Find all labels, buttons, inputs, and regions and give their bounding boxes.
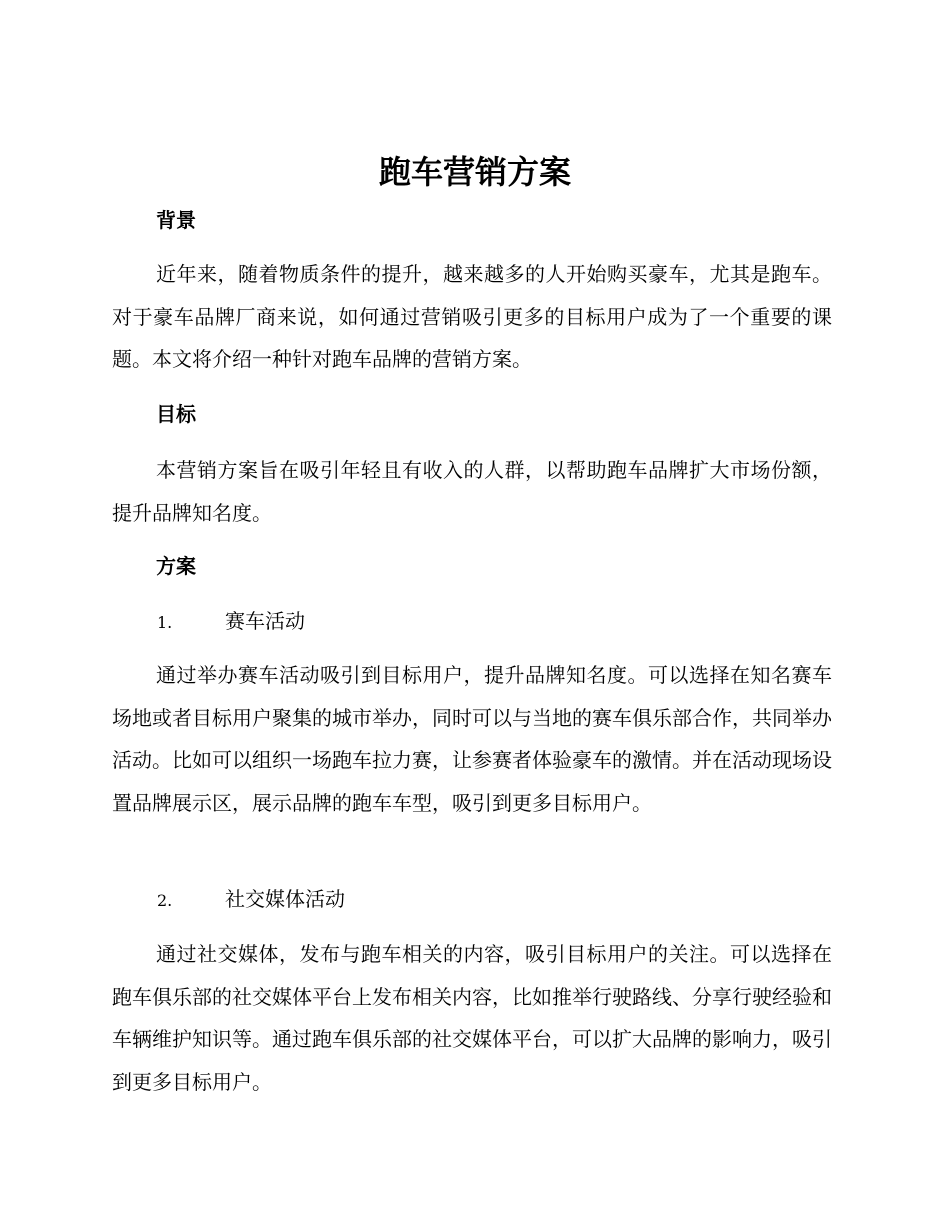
list-number: 1. [157, 613, 173, 632]
section-heading-goal: 目标 [156, 402, 196, 426]
list-item-social-media [157, 884, 345, 916]
section-heading-background: 背景 [156, 208, 196, 232]
document-title: 跑车营销方案 [378, 153, 571, 191]
paragraph-racing: 通过举办赛车活动吸引到目标用户，提升品牌知名度。可以选择在知名赛车场地或者目标用户聚集的城市举办，同时可以与当地的赛车俱乐部合作，共同举办活动。比如可以组织一场跑车拉力赛，让参赛者体验豪车的激情。并在活动现场设置品牌展示区，展示品牌的跑车车型，吸引到更多目标用户。 [112, 663, 832, 815]
section-heading-plan: 方案 [156, 554, 196, 578]
list-number: 2. [157, 891, 173, 910]
list-label: 社交媒体活动 [225, 887, 345, 911]
list-label: 赛车活动 [225, 609, 305, 633]
paragraph-social-media: 通过社交媒体，发布与跑车相关的内容，吸引目标用户的关注。可以选择在跑车俱乐部的社交媒体平台上发布相关内容，比如推举行驶路线、分享行驶经验和车辆维护知识等。通过跑车俱乐部的社交媒体平台，可以扩大品牌的影响力，吸引到更多目标用户。 [112, 942, 832, 1094]
list-item-racing [157, 606, 305, 638]
paragraph-goal: 本营销方案旨在吸引年轻且有收入的人群，以帮助跑车品牌扩大市场份额，提升品牌知名度。 [112, 458, 832, 525]
paragraph-background: 近年来，随着物质条件的提升，越来越多的人开始购买豪车，尤其是跑车。对于豪车品牌厂商来说，如何通过营销吸引更多的目标用户成为了一个重要的课题。本文将介绍一种针对跑车品牌的营销方案。 [112, 262, 832, 371]
